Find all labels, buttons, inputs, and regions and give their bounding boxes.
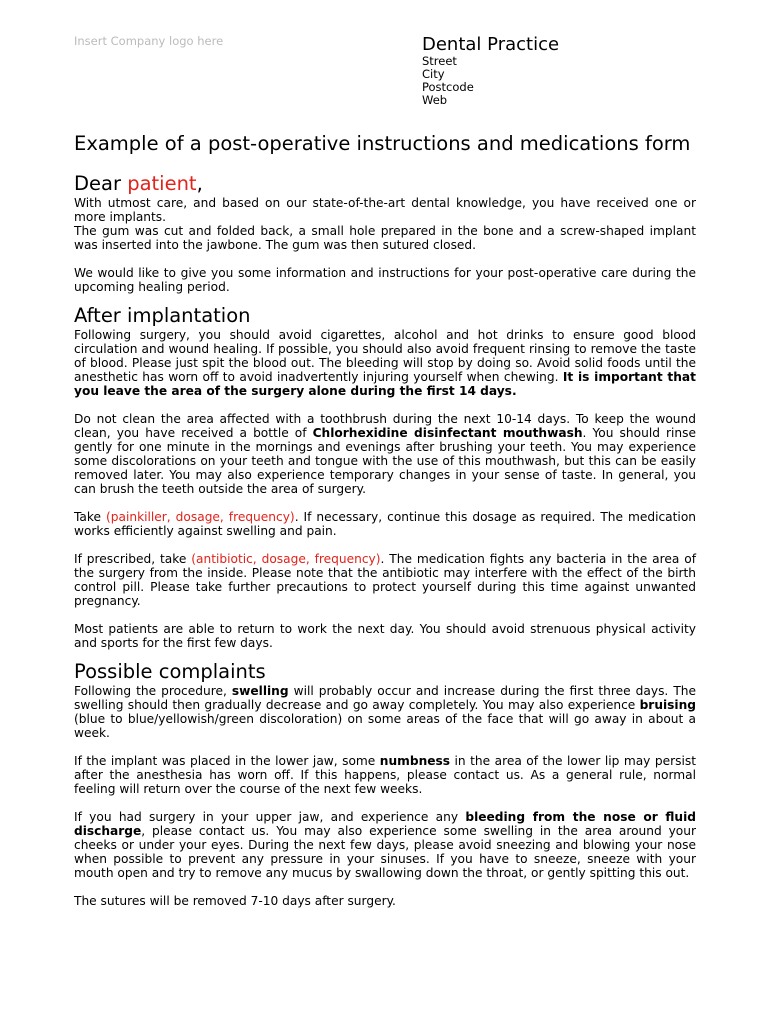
complaints-paragraph-bleeding: If you had surgery in your upper jaw, and experience any bleeding from the nose or fluid discharge, please contact us. You may also experience some swelling in the area around your cheeks or under your eyes. During the next few days, please avoid sneezing and blowing your nose when possible to prevent any pressure in your sinuses. If you have to sneeze, sneeze with your mouth open and try to remove any mucus by swallowing down the throat, or gently spitting this out. [74, 810, 697, 880]
antibiotic-placeholder: (antibiotic, dosage, frequency) [191, 552, 381, 566]
document-body [74, 132, 696, 908]
patient-placeholder: patient [127, 172, 197, 195]
practice-address-block [422, 34, 559, 107]
practice-city: City [422, 67, 445, 81]
mouthwash-name: Chlorhexidine disinfectant mouthwash [312, 426, 583, 440]
practice-web: Web [422, 93, 448, 107]
practice-name: Dental Practice [422, 34, 560, 55]
practice-street: Street [422, 54, 457, 68]
form-title: Example of a post-operative instructions and medications form [74, 132, 691, 155]
after-paragraph-return-to-work: Most patients are able to return to work the next day. You should avoid strenuous physical activity and sports for the first few days. [74, 622, 696, 650]
complaints-paragraph-sutures: The sutures will be removed 7-10 days after surgery. [74, 894, 396, 908]
intro-paragraph-3: We would like to give you some information and instructions for your post-operative care during the upcoming healing period. [74, 266, 696, 294]
practice-postcode: Postcode [422, 80, 474, 94]
after-paragraph-antibiotic: If prescribed, take (antibiotic, dosage, frequency). The medication fights any bacteria in the area of the surgery from the inside. Please note that the antibiotic may interfere with the effect of the birth control pill. Please take further precautions to protect yourself during this time against unwanted pregnancy. [74, 552, 696, 608]
complaints-paragraph-numbness: If the implant was placed in the lower jaw, some numbness in the area of the lower lip may persist after the anesthesia has worn off. If this happens, please contact us. As a general rule, normal feeling will return over the course of the next few weeks. [74, 754, 696, 796]
painkiller-placeholder: (painkiller, dosage, frequency) [106, 510, 295, 524]
intro-paragraph-2: The gum was cut and folded back, a small hole prepared in the bone and a screw-shaped implant was inserted into the jawbone. The gum was then sutured closed. [74, 224, 696, 252]
intro-paragraph-1: With utmost care, and based on our state-of-the-art dental knowledge, you have received one or more implants. [74, 196, 696, 224]
after-paragraph-2: Do not clean the area affected with a toothbrush during the next 10-14 days. To keep the wound clean, you have received a bottle of Chlorhexidine disinfectant mouthwash. You should rinse gently for one minute in the mornings and evenings after brushing your teeth. You may experience some discolorations on your teeth and tongue with the use of this mouthwash, but this can be easily removed later. You may also experience temporary changes in your sense of taste. In general, you can brush the teeth outside the area of surgery. [74, 412, 696, 496]
after-paragraph-painkiller: Take (painkiller, dosage, frequency). If necessary, continue this dosage as required. The medication works efficiently against swelling and pain. [74, 510, 696, 538]
emphasis-text: It is important that you leave the area of the surgery alone during the first 14 days. [74, 370, 696, 398]
after-paragraph-1: Following surgery, you should avoid cigarettes, alcohol and hot drinks to ensure good blood circulation and wound healing. If possible, you should also avoid frequent rinsing to remove the taste of blood. Please just spit the blood out. The bleeding will stop by doing so. Avoid solid foods until the anesthetic has worn off to avoid inadvertently injuring yourself when chewing. It is important that you leave the area of the surgery alone during the first 14 days. [74, 328, 696, 398]
complaints-paragraph-swelling: Following the procedure, swelling will probably occur and increase during the first three days. The swelling should then gradually decrease and go away completely. You may also experience bruising (blue to blue/yellowish/green discoloration) on some areas of the face that will go away in about a week. [74, 684, 696, 740]
company-logo-placeholder: Insert Company logo here [74, 34, 224, 48]
section-heading-possible-complaints: Possible complaints [74, 660, 266, 683]
salutation: Dear patient, [74, 172, 203, 195]
section-heading-after-implantation: After implantation [74, 304, 251, 327]
